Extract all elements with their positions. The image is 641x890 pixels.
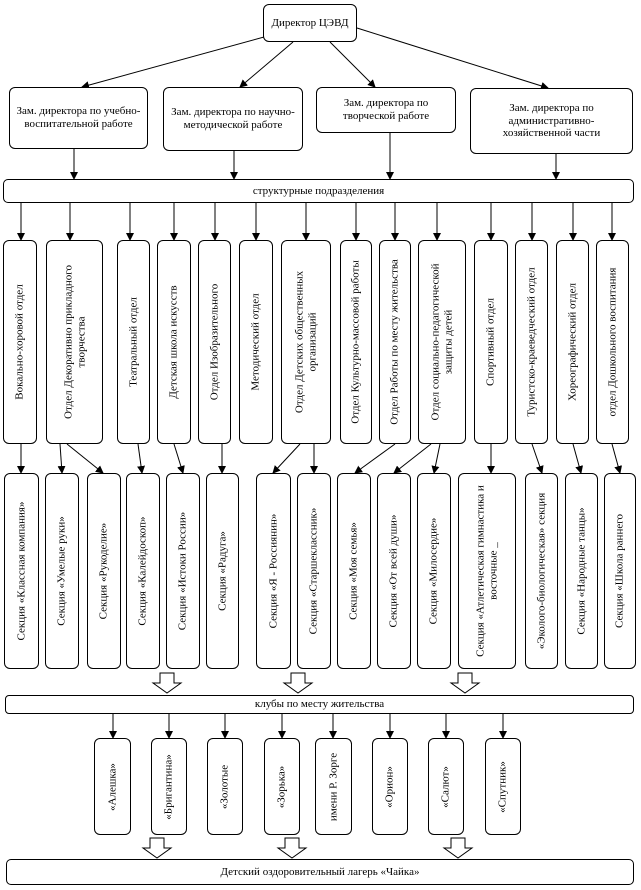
deputy-label: Зам. директора по административно-хозяйственной части [502,102,601,140]
section-istoki-rossii [166,473,200,669]
section-label: Секция «Народные танцы» [575,507,588,635]
department-decorative-applied [46,240,103,444]
section-atleticheskaya-gimnastika [458,473,516,669]
department-methodical [239,240,273,444]
department-label: Отдел социально-педагогической защиты детей [429,263,454,421]
department-label: Спортивный отдел [484,298,497,386]
department-label: Детская школа искусств [167,285,180,399]
section-shkola-rannego [604,473,636,669]
director-box [263,4,357,42]
director-to-deputy-arrow [357,28,548,88]
flow-arrow-to-clubs-bar [284,673,312,693]
director-label: Директор ЦЭВД [271,16,349,29]
section-label: Секция «Атлетическая гимнастика и восточные _ [474,485,499,657]
department-cultural-mass [340,240,372,444]
department-to-section-arrow [532,444,542,473]
section-miloserdie [417,473,451,669]
deputy-label: Зам. директора по научно-методической работе [171,106,295,131]
department-label: Отдел Работы по месту жительства [388,259,401,425]
section-kaleidoskop [126,473,160,669]
deputy-box-administrative [470,88,633,154]
department-label: Театральный отдел [127,297,140,387]
camp-bar-label: Детский оздоровительный лагерь «Чайка» [220,865,420,878]
deputy-box-creative [316,87,456,133]
department-to-section-arrow [67,444,103,473]
section-starsheklassnik [297,473,331,669]
club-label: «Бригантина» [162,753,175,820]
section-label: Секция «Рукоделие» [97,522,110,620]
club-label: «Золотые [218,764,231,809]
department-label: Вокально-хоровой отдел [13,284,26,400]
department-label: отдел Дошкольного воспитания [606,267,619,417]
section-label: Секция «От всей души» [387,514,400,628]
structural-units-bar [3,179,634,203]
department-tourism [515,240,548,444]
club-label: «Зорька» [275,765,288,808]
section-ot-vsey-dushi [377,473,411,669]
department-choreography [556,240,589,444]
club-label: «Орион» [383,765,396,808]
club-orion [372,738,408,835]
department-sports [474,240,508,444]
department-art-school [157,240,191,444]
section-narodnye-tantsy [565,473,598,669]
department-to-section-arrow [394,444,431,473]
department-preschool [596,240,629,444]
clubs-bar-label: клубы по месту жительства [254,698,385,711]
section-ekologo-biologicheskaya [525,473,558,669]
deputy-box-methodical [163,87,303,151]
department-theatre [117,240,150,444]
club-zolotye [207,738,243,835]
club-label: «Алешка» [106,762,119,811]
director-to-deputy-arrow [330,42,375,87]
section-label: «Эколого-биологическая» секция [535,492,548,650]
flow-arrow-to-camp-bar [143,838,171,858]
section-label: Секция «Классная компания» [15,501,28,641]
department-vocal-choir [3,240,37,444]
director-to-deputy-arrow [82,34,275,87]
department-label: Туристско-краеведческий отдел [525,267,538,417]
club-aleshka [94,738,131,835]
camp-bar [6,859,634,885]
department-label: Отдел Культурно-массовой работы [349,260,362,424]
club-label: «Салют» [439,765,452,808]
flow-arrow-to-camp-bar [444,838,472,858]
department-label: Методический отдел [249,293,262,391]
clubs-bar [5,695,634,714]
section-label: Секция «Школа раннего [613,514,626,628]
department-to-section-arrow [273,444,300,473]
club-sputnik [485,738,521,835]
structural-units-label: структурные подразделения [252,184,385,197]
club-imeni-zorge [315,738,352,835]
section-label: Секция «Моя семья» [347,522,360,620]
flow-arrow-to-camp-bar [278,838,306,858]
department-social-pedagogical [418,240,466,444]
section-label: Секция «Старшеклассник» [307,507,320,635]
department-label: Отдел Детских общественных организаций [293,270,318,414]
section-rukodelie [87,473,121,669]
department-to-section-arrow [355,444,395,473]
department-label: Хореографический отдел [566,283,579,401]
club-label: имени Р. Зорге [327,752,340,821]
section-label: Секция «Истоки России» [176,511,189,631]
deputy-box-educational [9,87,148,149]
club-zorka [264,738,300,835]
director-to-deputy-arrow [240,42,293,87]
section-label: Секция «Радуга» [216,531,229,611]
deputy-label: Зам. директора по учебно-воспитательной работе [16,105,141,130]
section-classnaya-kompaniya [4,473,39,669]
department-to-section-arrow [612,444,620,473]
section-ya-rossiyanin [256,473,291,669]
department-residence-work [379,240,411,444]
department-to-section-arrow [573,444,581,473]
department-label: Отдел Декоративно прикладного творчества [61,265,87,419]
flow-arrow-to-clubs-bar [153,673,181,693]
section-label: Секция «Калейдоскоп» [136,516,149,626]
club-salyut [428,738,464,835]
section-label: Секция «Милосердие» [427,517,440,625]
department-label: Отдел Изобразительного [208,283,221,401]
department-fine-arts [198,240,231,444]
section-label: Секция «Умелые руки» [55,516,68,626]
section-moya-semya [337,473,371,669]
section-umelye-ruki [45,473,79,669]
department-to-section-arrow [60,444,62,473]
club-brigantina [151,738,187,835]
department-public-organizations [281,240,331,444]
department-to-section-arrow [434,444,440,473]
section-raduga [206,473,239,669]
flow-arrow-to-clubs-bar [451,673,479,693]
department-to-section-arrow [174,444,183,473]
club-label: «Спутник» [496,760,509,813]
department-to-section-arrow [138,444,142,473]
section-label: Секция «Я - Россиянин» [267,513,280,629]
deputy-label: Зам. директора по творческой работе [342,97,430,122]
